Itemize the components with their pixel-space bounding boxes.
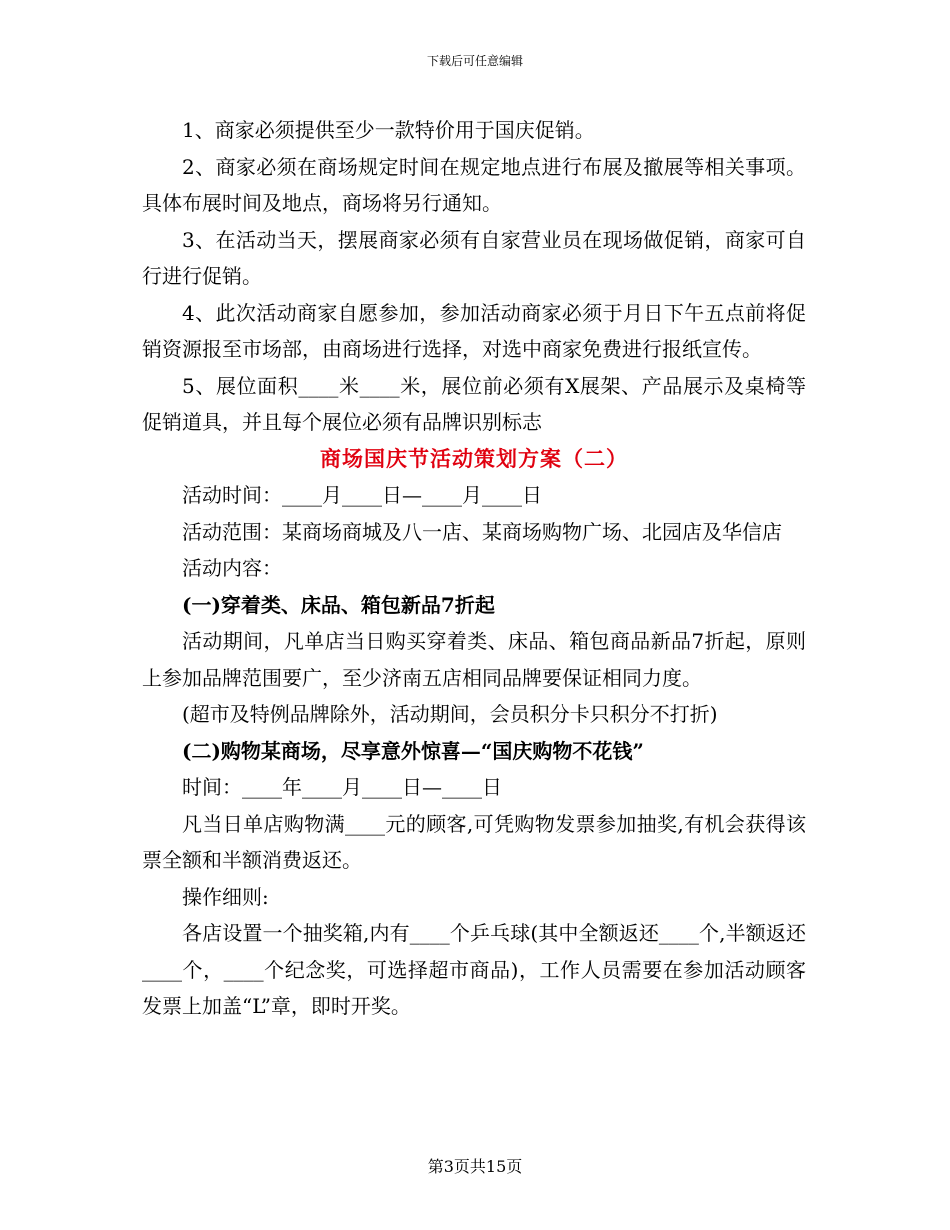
item2-time: 时间：____年____月____日—____日: [182, 775, 502, 799]
activity-time: 活动时间：____月____日—____月____日: [182, 483, 542, 507]
paragraph-1: 1、商家必须提供至少一款特价用于国庆促销。: [182, 118, 595, 142]
document-body: [142, 112, 806, 1025]
page-header: 下载后可任意编辑: [426, 54, 523, 68]
paragraph-5: 5、展位面积____米____米，展位前必须有X展架、产品展示及桌椅等促销道具，并且每个展位必须有品牌识别标志: [142, 373, 806, 434]
paragraph-4: 4、此次活动商家自愿参加，参加活动商家必须于月日下午五点前将促销资源报至市场部，由商场进行选择，对选中商家免费进行报纸宣传。: [142, 300, 806, 361]
activity-scope: 活动范围：某商场商城及八一店、某商场购物广场、北园店及华信店: [182, 519, 782, 544]
item2-heading: (二)购物某商场，尽享意外惊喜—“国庆购物不花钱”: [182, 738, 644, 763]
page-footer: 第3页共15页: [427, 1157, 523, 1176]
item2-body: 凡当日单店购物满____元的顾客,可凭购物发票参加抽奖,有机会获得该票全额和半额消费返还。: [142, 811, 806, 872]
paragraph-2: 2、商家必须在商场规定时间在规定地点进行布展及撤展等相关事项。具体布展时间及地点，商场将另行通知。: [142, 154, 806, 215]
section-title: 商场国庆节活动策划方案（二）: [320, 445, 628, 471]
paragraph-3: 3、在活动当天，摆展商家必须有自家营业员在现场做促销，商家可自行进行促销。: [142, 227, 806, 288]
item2-rules-label: 操作细则:: [182, 884, 269, 909]
item2-rules: 各店设置一个抽奖箱,内有____个乒乓球(其中全额返还____个,半额返还____个，____个纪念奖，可选择超市商品)，工作人员需要在参加活动顾客发票上加盖“L”章，即时开奖。: [142, 921, 806, 1018]
item1-heading: (一)穿着类、床品、箱包新品7折起: [182, 592, 495, 617]
item1-note: (超市及特例品牌除外，活动期间，会员积分卡只积分不打折): [182, 702, 718, 726]
activity-content-label: 活动内容：: [182, 556, 282, 580]
item1-body: 活动期间，凡单店当日购买穿着类、床品、箱包商品新品7折起，原则上参加品牌范围要广，至少济南五店相同品牌要保证相同力度。: [142, 629, 806, 690]
